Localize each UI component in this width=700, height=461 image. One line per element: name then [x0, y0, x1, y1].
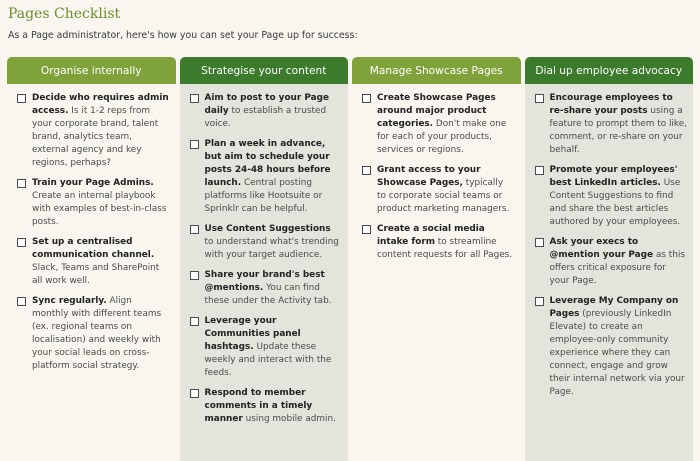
item-body-text: to establish a trusted voice. — [204, 106, 327, 129]
checklist-item — [535, 295, 688, 399]
item-text — [32, 177, 170, 229]
column-body — [7, 84, 176, 461]
column-strategise-content — [180, 57, 349, 461]
checkbox[interactable] — [535, 297, 544, 306]
checkbox[interactable] — [535, 94, 544, 103]
item-text — [377, 164, 515, 216]
column-body — [180, 84, 349, 461]
checklist-item — [362, 164, 515, 216]
checkbox[interactable] — [17, 297, 26, 306]
item-bold-text: Plan a week in advance, but aim to schedule your posts 24-48 hours before launch. — [204, 139, 331, 188]
item-body-text: (previously LinkedIn Elevate) to create an employee-only community experience where they can connect, engage and grow their internal network via your Page. — [549, 309, 685, 397]
checklist-item — [190, 387, 343, 426]
checklist-item — [190, 92, 343, 131]
item-text — [205, 387, 343, 426]
checklist-item — [17, 236, 170, 288]
item-body-text: Use Content Suggestions to find and share the best articles authored by your employees. — [549, 178, 681, 227]
checklist-item — [17, 295, 170, 373]
item-text — [32, 92, 170, 170]
item-bold-text: Sync regularly. — [32, 296, 107, 306]
checklist-item — [17, 177, 170, 229]
item-text — [550, 236, 688, 288]
item-body-text: Don't make one for each of your products, services or regions. — [377, 119, 507, 155]
item-text — [205, 138, 343, 216]
column-manage-showcase-pages — [352, 57, 521, 461]
checklist-item — [190, 223, 343, 262]
item-bold-text: Create a social media intake form — [377, 224, 485, 247]
checkbox[interactable] — [190, 389, 199, 398]
column-header: Manage Showcase Pages — [352, 57, 521, 84]
checkbox[interactable] — [535, 166, 544, 175]
item-text — [32, 295, 170, 373]
checkbox[interactable] — [17, 179, 26, 188]
item-text — [205, 92, 343, 131]
checklist-item — [535, 164, 688, 229]
item-bold-text: Use Content Suggestions — [204, 224, 331, 234]
item-bold-text: Grant access to your Showcase Pages, — [377, 165, 481, 188]
item-body-text: using mobile admin. — [242, 414, 336, 424]
checklist-item — [190, 269, 343, 308]
item-text — [205, 269, 343, 308]
item-body-text: to streamline content requests for all Pages. — [377, 237, 513, 260]
item-body-text: Align monthly with different teams (ex. regional teams on localisation) and weekly with your social leads on cross-platform social strategy. — [32, 296, 162, 371]
checkbox[interactable] — [535, 238, 544, 247]
column-employee-advocacy — [525, 57, 694, 461]
item-body-text: using a feature to prompt them to like, comment, or re-share on your behalf. — [549, 106, 687, 155]
item-text — [550, 295, 688, 399]
item-text — [377, 223, 515, 262]
checkbox[interactable] — [17, 94, 26, 103]
item-bold-text: Train your Page Admins. — [32, 178, 154, 188]
checkbox[interactable] — [17, 238, 26, 247]
checkbox[interactable] — [362, 166, 371, 175]
checkbox[interactable] — [190, 225, 199, 234]
item-body-text: Update these weekly and interact with the feeds. — [204, 342, 332, 378]
item-text — [550, 164, 688, 229]
item-bold-text: Promote your employees' best LinkedIn articles. — [549, 165, 678, 188]
checkbox[interactable] — [362, 225, 371, 234]
item-bold-text: Decide who requires admin access. — [32, 93, 169, 116]
column-body — [352, 84, 521, 461]
item-bold-text: Encourage employees to re-share your posts — [549, 93, 673, 116]
checkbox[interactable] — [190, 271, 199, 280]
checklist-item — [190, 315, 343, 380]
column-body — [525, 84, 694, 461]
page-subtitle: As a Page administrator, here's how you can set your Page up for success: — [8, 30, 358, 41]
checkbox[interactable] — [362, 94, 371, 103]
checkbox[interactable] — [190, 140, 199, 149]
column-header: Strategise your content — [180, 57, 349, 84]
checklist-columns — [7, 57, 693, 461]
column-header: Dial up employee advocacy — [525, 57, 694, 84]
item-text — [550, 92, 688, 157]
checklist-item — [362, 223, 515, 262]
item-text — [205, 223, 343, 262]
item-text — [377, 92, 515, 157]
item-bold-text: Aim to post to your Page daily — [204, 93, 329, 116]
item-body-text: Is it 1-2 reps from your corporate brand, talent brand, analytics team, external agency and key regions, perhaps? — [32, 106, 159, 168]
item-bold-text: Ask your execs to @mention your Page — [549, 237, 654, 260]
item-body-text: You can find these under the Activity tab. — [204, 283, 332, 306]
item-text — [205, 315, 343, 380]
item-bold-text: Create Showcase Pages around major product categories. — [377, 93, 496, 129]
checkbox[interactable] — [190, 94, 199, 103]
checklist-item — [362, 92, 515, 157]
item-body-text: Slack, Teams and SharePoint all work well. — [32, 263, 160, 286]
item-body-text: as this offers critical exposure for your Page. — [549, 250, 685, 286]
item-bold-text: Respond to member comments in a timely manner — [204, 388, 313, 424]
checklist-item — [535, 236, 688, 288]
item-bold-text: Set up a centralised communication channel. — [32, 237, 155, 260]
item-bold-text: Leverage your Communities panel hashtags. — [204, 316, 301, 352]
item-body-text: typically to corporate social teams or product marketing managers. — [377, 178, 510, 214]
checklist-item — [17, 92, 170, 170]
page-title: Pages Checklist — [8, 6, 121, 22]
item-body-text: Central posting platforms like Hootsuite or Sprinklr can be helpful. — [204, 178, 323, 214]
column-organise-internally — [7, 57, 176, 461]
item-body-text: to understand what's trending with your target audience. — [204, 237, 339, 260]
item-bold-text: Share your brand's best @mentions. — [204, 270, 325, 293]
column-header: Organise internally — [7, 57, 176, 84]
item-text — [32, 236, 170, 288]
item-body-text: Create an internal playbook with examples of best-in-class posts. — [32, 191, 167, 227]
item-bold-text: Leverage My Company on Pages — [549, 296, 679, 319]
checklist-item — [535, 92, 688, 157]
checklist-item — [190, 138, 343, 216]
checkbox[interactable] — [190, 317, 199, 326]
